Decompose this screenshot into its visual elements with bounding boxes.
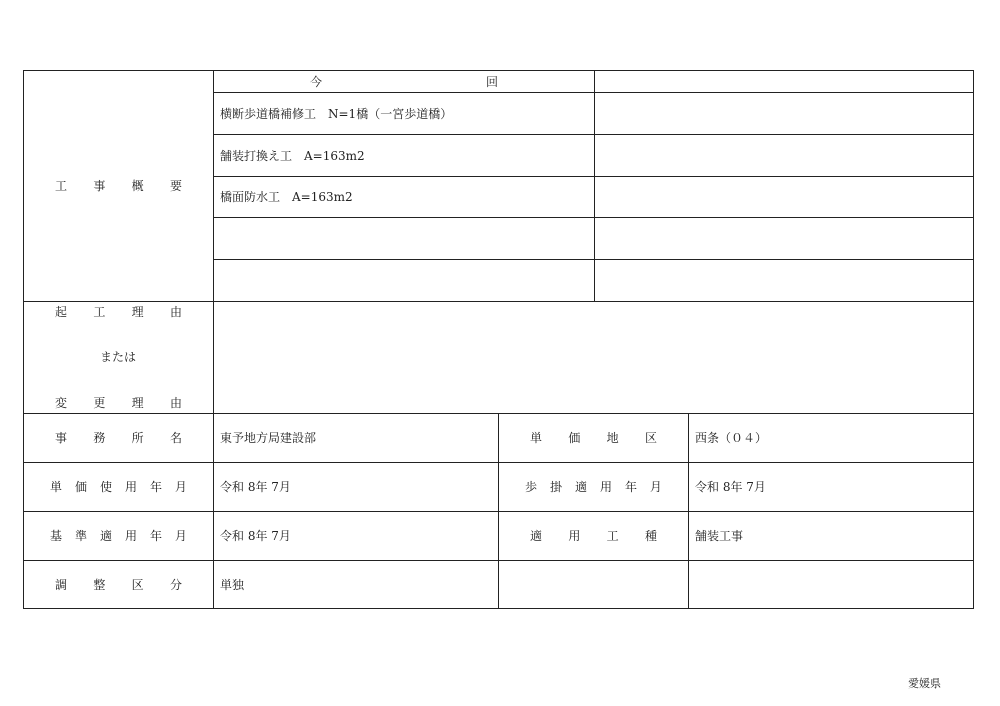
label-char: 年	[149, 529, 162, 543]
reason-label-char: 由	[169, 396, 182, 410]
label-char: 月	[649, 480, 662, 494]
unit-price-month-label	[50, 480, 187, 494]
overview-label-char: 要	[169, 179, 182, 193]
office-name-label	[55, 431, 182, 445]
unit-price-month-value: 令和 8年 7月	[220, 480, 291, 494]
work-type-value: 舗装工事	[695, 529, 744, 543]
prefecture-footer: 愛媛県	[908, 677, 941, 690]
overview-row-divider	[213, 176, 974, 177]
reason-label-char: 理	[131, 305, 144, 319]
overview-header-current	[310, 75, 498, 89]
reason-label-char: 更	[93, 396, 106, 410]
overview-label-char: 工	[55, 179, 68, 193]
label-char: 使	[99, 480, 112, 494]
label-column-divider	[213, 70, 214, 609]
unit-price-area-value: 西条（０４）	[695, 431, 768, 445]
overview-row-divider	[213, 259, 974, 260]
label-char: 名	[169, 431, 182, 445]
unit-price-area-label	[530, 431, 657, 445]
label-char: 整	[93, 578, 106, 592]
label-char: 用	[124, 529, 137, 543]
overview-label-char: 概	[131, 179, 144, 193]
label-char: 月	[174, 529, 187, 543]
label-char: 用	[599, 480, 612, 494]
label-char: 区	[644, 431, 657, 445]
overview-label-char: 事	[93, 179, 106, 193]
label-char: 区	[131, 578, 144, 592]
section-divider	[23, 413, 974, 414]
label-char: 基	[50, 529, 63, 543]
reason-label-line3	[55, 396, 182, 410]
overview-header-char: 今	[310, 75, 323, 89]
standard-month-value: 令和 8年 7月	[220, 529, 291, 543]
overview-item: 橋面防水工 A=163m2	[220, 190, 353, 204]
info-row-divider	[23, 462, 974, 463]
overview-column-divider	[594, 70, 595, 301]
adjustment-class-value: 単独	[220, 578, 245, 592]
reason-label-line1	[55, 305, 182, 319]
overview-header-char: 回	[485, 75, 498, 89]
label-char: 掛	[549, 480, 562, 494]
label-char: 事	[55, 431, 68, 445]
overview-row-divider	[213, 217, 974, 218]
label-char: 所	[131, 431, 144, 445]
label-char: 単	[50, 480, 63, 494]
label-char: 適	[574, 480, 587, 494]
label-char: 適	[99, 529, 112, 543]
reason-label-char: 起	[55, 305, 68, 319]
label-char: 用	[568, 529, 581, 543]
overview-label	[55, 179, 182, 193]
office-name-value: 東予地方局建設部	[220, 431, 317, 445]
labor-rate-month-label	[525, 480, 662, 494]
label-char: 用	[124, 480, 137, 494]
section-divider	[23, 301, 974, 302]
label-char: 価	[74, 480, 87, 494]
label-char: 準	[74, 529, 87, 543]
overview-item: 舗装打換え工 A=163m2	[220, 149, 365, 163]
label-char: 地	[606, 431, 619, 445]
label-char: 年	[624, 480, 637, 494]
label-char: 種	[644, 529, 657, 543]
label-char: 調	[55, 578, 68, 592]
overview-header-divider	[213, 92, 974, 93]
overview-item: 横断歩道橋補修工 N=1橋（一宮歩道橋）	[220, 107, 453, 121]
info-row-divider	[23, 511, 974, 512]
work-type-label	[530, 529, 657, 543]
label-char: 月	[174, 480, 187, 494]
label-char: 歩	[525, 480, 538, 494]
label-char: 務	[93, 431, 106, 445]
labor-rate-month-value: 令和 8年 7月	[695, 480, 766, 494]
label-char: 年	[149, 480, 162, 494]
overview-row-divider	[213, 134, 974, 135]
reason-label-line2: または	[100, 350, 137, 364]
reason-label-char: 由	[169, 305, 182, 319]
standard-month-label	[50, 529, 187, 543]
info-row-divider	[23, 560, 974, 561]
reason-label-char: 工	[93, 305, 106, 319]
reason-label-char: 理	[131, 396, 144, 410]
label-char: 工	[606, 529, 619, 543]
adjustment-class-label	[55, 578, 182, 592]
reason-label-char: 変	[55, 396, 68, 410]
label-char: 価	[568, 431, 581, 445]
label-char: 単	[530, 431, 543, 445]
label-char: 適	[530, 529, 543, 543]
label-char: 分	[169, 578, 182, 592]
